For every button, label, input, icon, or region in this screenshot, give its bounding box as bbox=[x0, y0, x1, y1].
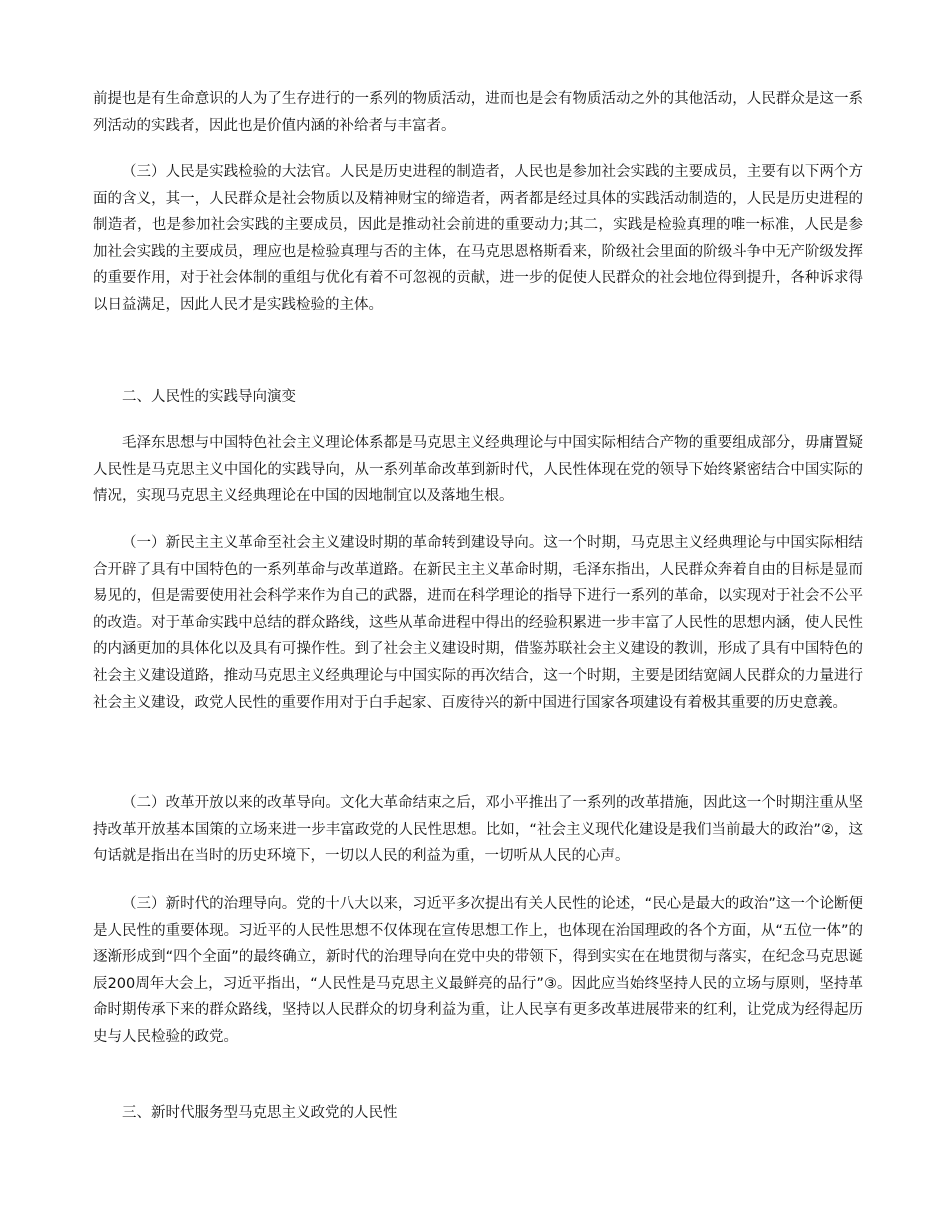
body-paragraph-continuation: 前提也是有生命意识的人为了生存进行的一系列的物质活动，进而也是会有物质活动之外的其他活动，人民群众是这一系列活动的实践者，因此也是价值内涵的补给者与丰富者。 bbox=[93, 91, 863, 134]
section-heading-2: 二、人民性的实践导向演变 bbox=[122, 389, 296, 405]
section-heading-3: 三、新时代服务型马克思主义政党的人民性 bbox=[122, 1105, 398, 1121]
body-paragraph-reform-orientation: （二）改革开放以来的改革导向。文化大革命结束之后，邓小平推出了一系列的改革措施，因此这一个时期注重从坚持改革开放基本国策的立场来进一步丰富政党的人民性思想。比如，“社会主义现代化建设是我们当前最大的政治”②，这句话就是指出在当时的历史环境下，一切以人民的利益为重，一切听从人民的心声。 bbox=[93, 795, 863, 865]
body-paragraph-revolution-orientation: （一）新民主主义革命至社会主义建设时期的革命转到建设导向。这一个时期，马克思主义经典理论与中国实际相结合开辟了具有中国特色的一系列革命与改革道路。在新民主主义革命时期，毛泽东指出，人民群众奔着自由的目标是显而易见的，但是需要使用社会科学来作为自己的武器，进而在科学理论的指导下进行一系列的革命，以实现对于社会不公平的改造。对于革命实践中总结的群众路线，这些从革命进程中得出的经验积累进一步丰富了人民性的思想内涵，使人民性的内涵更加的具体化以及具有可操作性。到了社会主义建设时期，借鉴苏联社会主义建设的教训，形成了具有中国特色的社会主义建设道路，推动马克思主义经典理论与中国实际的再次结合，这一个时期，主要是团结宽阔人民群众的力量进行社会主义建设，政党人民性的重要作用对于白手起家、百废待兴的新中国进行国家各项建设有着极其重要的历史意義。 bbox=[93, 535, 863, 711]
body-paragraph-section-2-intro: 毛泽东思想与中国特色社会主义理论体系都是马克思主义经典理论与中国实际相结合产物的重要组成部分，毋庸置疑人民性是马克思主义中国化的实践导向，从一系列革命改革到新时代，人民性体现在党的领导下始终紧密结合中国实际的情况，实现马克思主义经典理论在中国的因地制宜以及落地生根。 bbox=[93, 435, 863, 505]
body-paragraph-people-as-judge: （三）人民是实践检验的大法官。人民是历史进程的制造者，人民也是参加社会实践的主要成员，主要有以下两个方面的含义，其一，人民群众是社会物质以及精神财宝的缔造者，两者都是经过具体的实践活动制造的，人民是历史进程的制造者，也是参加社会实践的主要成员，因此是推动社会前进的重要动力;其二，实践是检验真理的唯一标准，人民是参加社会实践的主要成员，理应也是检验真理与否的主体，在马克思恩格斯看来，阶级社会里面的阶级斗争中无产阶级发挥的重要作用，对于社会体制的重组与优化有着不可忽视的贡献，进一步的促使人民群众的社会地位得到提升，各种诉求得以日益满足，因此人民才是实践检验的主体。 bbox=[93, 164, 863, 313]
body-paragraph-governance-orientation: （三）新时代的治理导向。党的十八大以来，习近平多次提出有关人民性的论述，“民心是最大的政治”这一个论断便是人民性的重要体现。习近平的人民性思想不仅体现在宣传思想工作上，也体现在治国理政的各个方面，从“五位一体”的逐渐形成到“四个全面”的最终确立，新时代的治理导向在党中央的带领下，得到实实在在地贯彻与落实，在纪念马克思诞辰200周年大会上，习近平指出，“人民性是马克思主义最鲜亮的品行”③。因此应当始终坚持人民的立场与原则，坚持革命时期传承下来的群众路线，坚持以人民群众的切身利益为重，让人民享有更多改革进展带来的红利，让党成为经得起历史与人民检验的政党。 bbox=[93, 896, 863, 1045]
